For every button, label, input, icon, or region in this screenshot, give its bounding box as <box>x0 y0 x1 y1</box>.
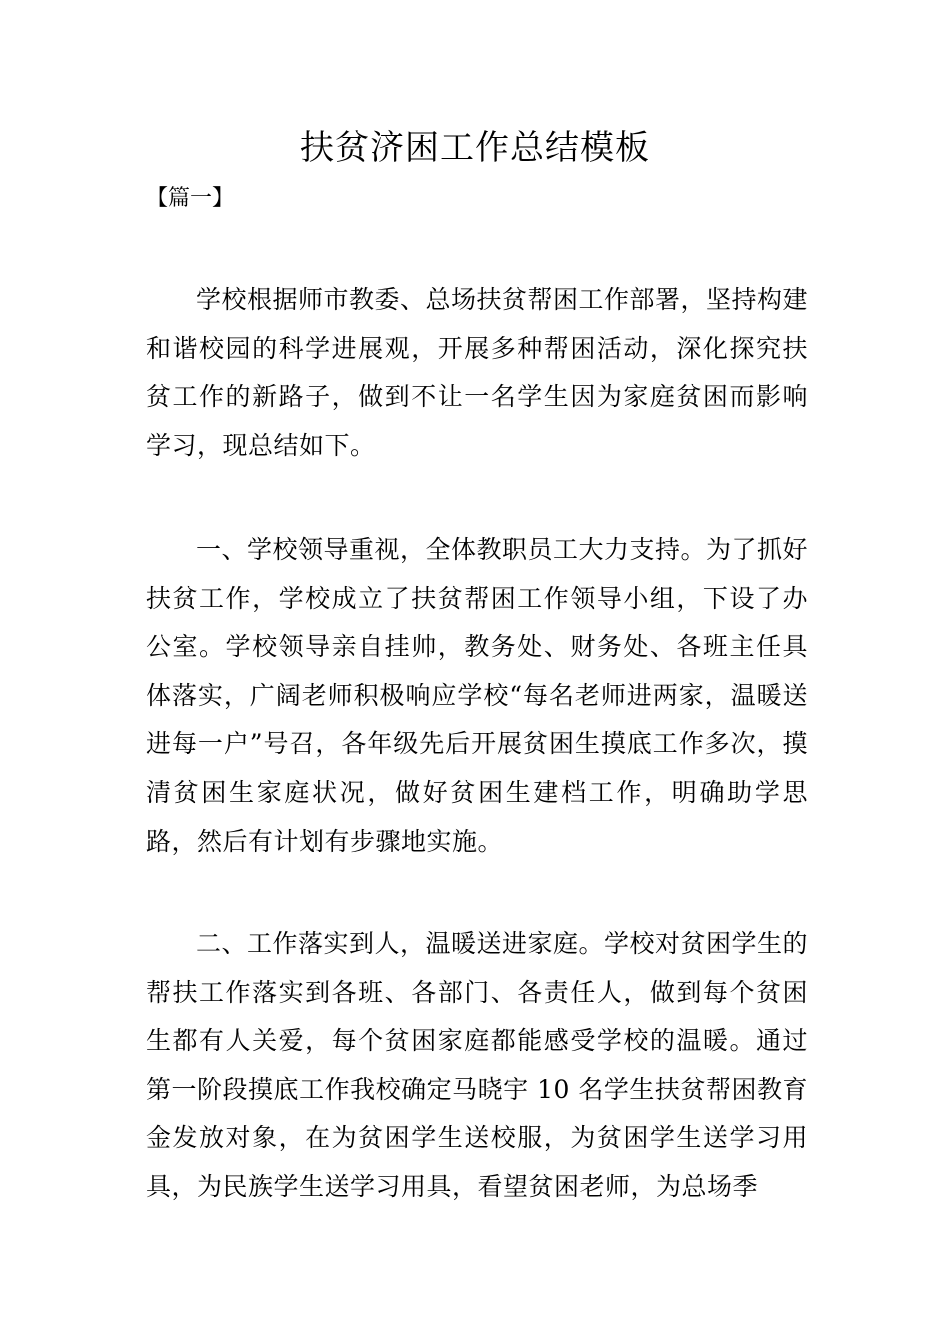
paragraph-section-two: 二、工作落实到人，温暖送进家庭。学校对贫困学生的帮扶工作落实到各班、各部门、各责任人，做到每个贫困生都有人关爱，每个贫困家庭都能感受学校的温暖。通过第一阶段摸底工作我校确定马晓宇 10 名学生扶贫帮困教育金发放对象，在为贫困学生送校服，为贫困学生送学习用具，为民族学生送学习用具，看望贫困老师，为总场季 <box>146 929 809 1201</box>
paragraph-intro: 学校根据师市教委、总场扶贫帮困工作部署，坚持构建和谐校园的科学进展观，开展多种帮困活动，深化探究扶贫工作的新路子，做到不让一名学生因为家庭贫困而影响学习，现总结如下。 <box>146 285 809 460</box>
paragraph-section-one: 一、学校领导重视，全体教职员工大力支持。为了抓好扶贫工作，学校成立了扶贫帮困工作领导小组，下设了办公室。学校领导亲自挂帅，教务处、财务处、各班主任具体落实，广阔老师积极响应学校“每名老师进两家，温暖送进每一户”号召，各年级先后开展贫困生摸底工作多次，摸清贫困生家庭状况，做好贫困生建档工作，明确助学思路，然后有计划有步骤地实施。 <box>146 535 809 856</box>
document-title: 扶贫济困工作总结模板 <box>300 128 650 168</box>
section-label: 【篇一】 <box>146 186 235 211</box>
